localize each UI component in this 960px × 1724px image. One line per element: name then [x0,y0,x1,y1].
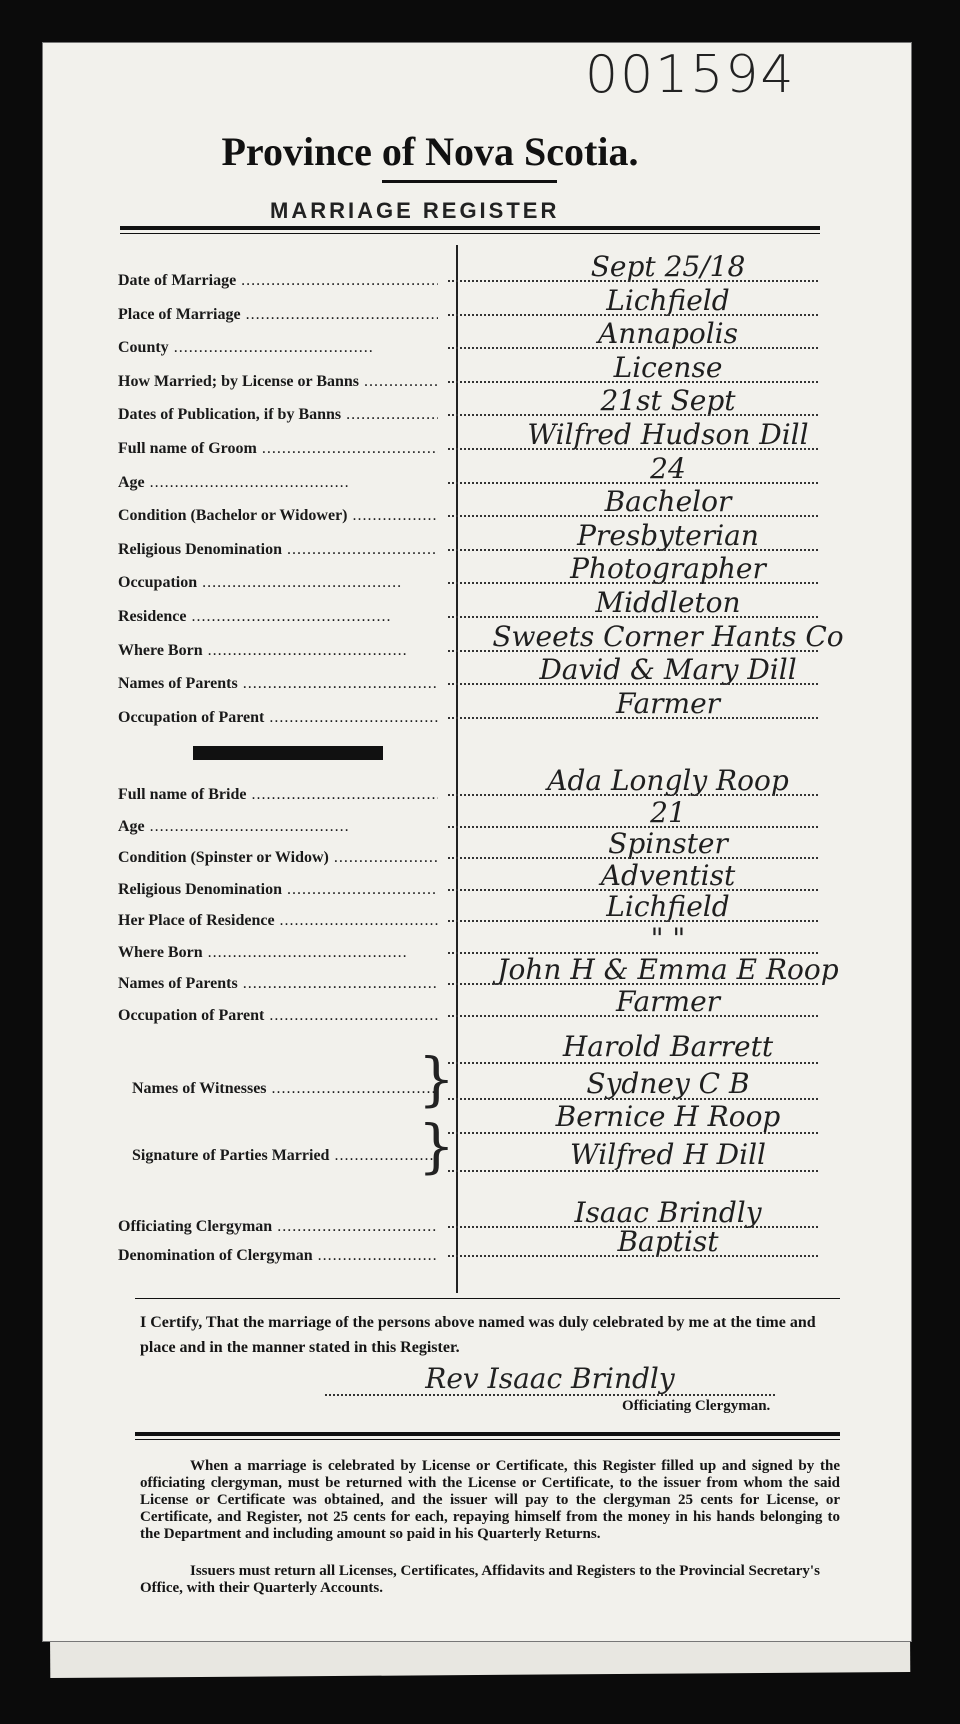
field-label: Religious Denomination ..... [118,881,438,898]
field-value: Ada Longly Roop [547,764,789,797]
clergy-signature: Rev Isaac Brindly [425,1362,675,1395]
field-value: Spinster [608,827,728,860]
witness-line-2: Sydney C B [586,1067,750,1100]
field-label: Age ..... [118,474,350,491]
field-dots [448,314,818,316]
field-label: Where Born ..... [118,642,408,659]
witness-line-1: Harold Barrett [562,1030,774,1063]
signature-dots-1 [448,1132,818,1134]
field-label: Date of Marriage ..... [118,272,438,289]
field-dots [448,1255,818,1257]
field-row [0,686,960,737]
clergy-signature-title: Officiating Clergyman. [622,1398,771,1414]
header-rule-thick [120,226,820,230]
field-value: Presbyterian [577,518,759,552]
field-value: " " [650,921,686,955]
field-value: John H & Emma E Roop [497,953,839,986]
field-value: Sweets Corner Hants Co [492,619,844,653]
signature-line-2: Wilfred H Dill [570,1138,766,1171]
title-underline [382,180,557,183]
field-dots [448,683,818,685]
section-divider-bar [193,746,383,760]
field-value: Farmer [615,984,721,1018]
field-value: Sept 25/18 [590,250,746,283]
signatures-label: Signature of Parties Married ..... [132,1147,438,1164]
field-label: Place of Marriage ..... [118,306,438,323]
field-label: Occupation ..... [118,574,402,591]
field-value: Lichfield [606,890,730,923]
field-dots [448,381,818,383]
field-value: Photographer [570,552,766,586]
field-label: Names of Parents ..... [118,675,438,692]
field-dots [448,448,818,450]
field-value: Farmer [615,686,721,720]
page-title [0,128,960,175]
field-label: Residence ..... [118,608,391,625]
field-label: Condition (Spinster or Widow) ..... [118,849,438,866]
field-value: 24 [650,451,686,485]
document-number: 001594 [585,45,796,105]
certification-text: I Certify, That the marriage of the persons above named was duly celebrated by me at the time and place and in the manner stated in this Register. [140,1314,816,1356]
field-value: Middleton [595,586,741,619]
field-dots [448,616,818,618]
field-label: Age ..... [118,818,350,835]
field-label: Dates of Publication, if by Banns ..... [118,406,438,423]
field-label: Full name of Bride ..... [118,786,438,803]
field-label: Occupation of Parent ..... [118,709,438,726]
field-value: Adventist [600,858,736,892]
field-value: Annapolis [597,317,739,351]
field-value: Baptist [617,1225,719,1258]
witness-dots-1 [448,1062,818,1064]
header-rule-thin [120,233,820,234]
field-label: How Married; by License or Banns ..... [118,373,438,390]
field-value: 21 [650,795,686,829]
field-dots [448,1015,818,1017]
register-subtitle: MARRIAGE REGISTER [270,198,560,223]
field-dots [448,650,818,652]
field-label: County ..... [118,339,374,356]
field-label: Occupation of Parent ..... [118,1007,438,1024]
page-title-text: Province of Nova Scotia. [221,129,639,174]
certify-rule-top [135,1298,840,1299]
field-dots [448,549,818,551]
signatures-brace: } [418,1112,455,1180]
witnesses-brace: } [418,1045,455,1113]
notice-rule-thin [135,1439,840,1440]
field-label: Condition (Bachelor or Widower) ..... [118,507,438,524]
field-value: David & Mary Dill [539,653,797,687]
notice-paragraph-2: Issuers must return all Licenses, Certificates, Affidavits and Registers to the Provincial Secretary's Office, with their Quarterly Accounts. [140,1563,820,1596]
field-dots [448,582,818,584]
field-dots [448,414,818,416]
field-value: 21st Sept [600,384,736,418]
clergy-signature-dots [325,1394,775,1396]
field-value: Isaac Brindly [574,1196,762,1229]
field-label: Her Place of Residence ..... [118,912,438,929]
field-dots [448,515,818,517]
field-label: Names of Parents ..... [118,975,438,992]
signature-line-1: Bernice H Roop [555,1100,781,1133]
field-label: Full name of Groom ..... [118,440,438,457]
field-label: Religious Denomination ..... [118,541,438,558]
signature-dots-2 [448,1170,818,1172]
field-label: Denomination of Clergyman ..... [118,1247,438,1264]
notice-rule-thick [135,1432,840,1436]
field-dots [448,717,818,719]
field-dots [448,347,818,349]
field-label: Where Born ..... [118,944,408,961]
field-label: Officiating Clergyman ..... [118,1218,438,1235]
field-value: Wilfred Hudson Dill [527,418,809,451]
field-value: Lichfield [606,283,730,317]
field-value: License [613,350,723,384]
field-value: Bachelor [604,485,732,519]
field-dots [448,280,818,282]
witnesses-label: Names of Witnesses ..... [132,1080,438,1097]
field-dots [448,482,818,484]
notice-paragraph-1: When a marriage is celebrated by License or Certificate, this Register filled up and signed by the officiating clergyman, must be returned with the License or Certificate, to the issuer from whom the said License or Certificate was obtained, and the issuer will pay to the clergyman 25 cents for License, or Certificate, and Register, not 25 cents for each, repaying himself from the money in his hands belonging to the Department and including amount so paid in his Quarterly Returns. [140,1458,840,1542]
